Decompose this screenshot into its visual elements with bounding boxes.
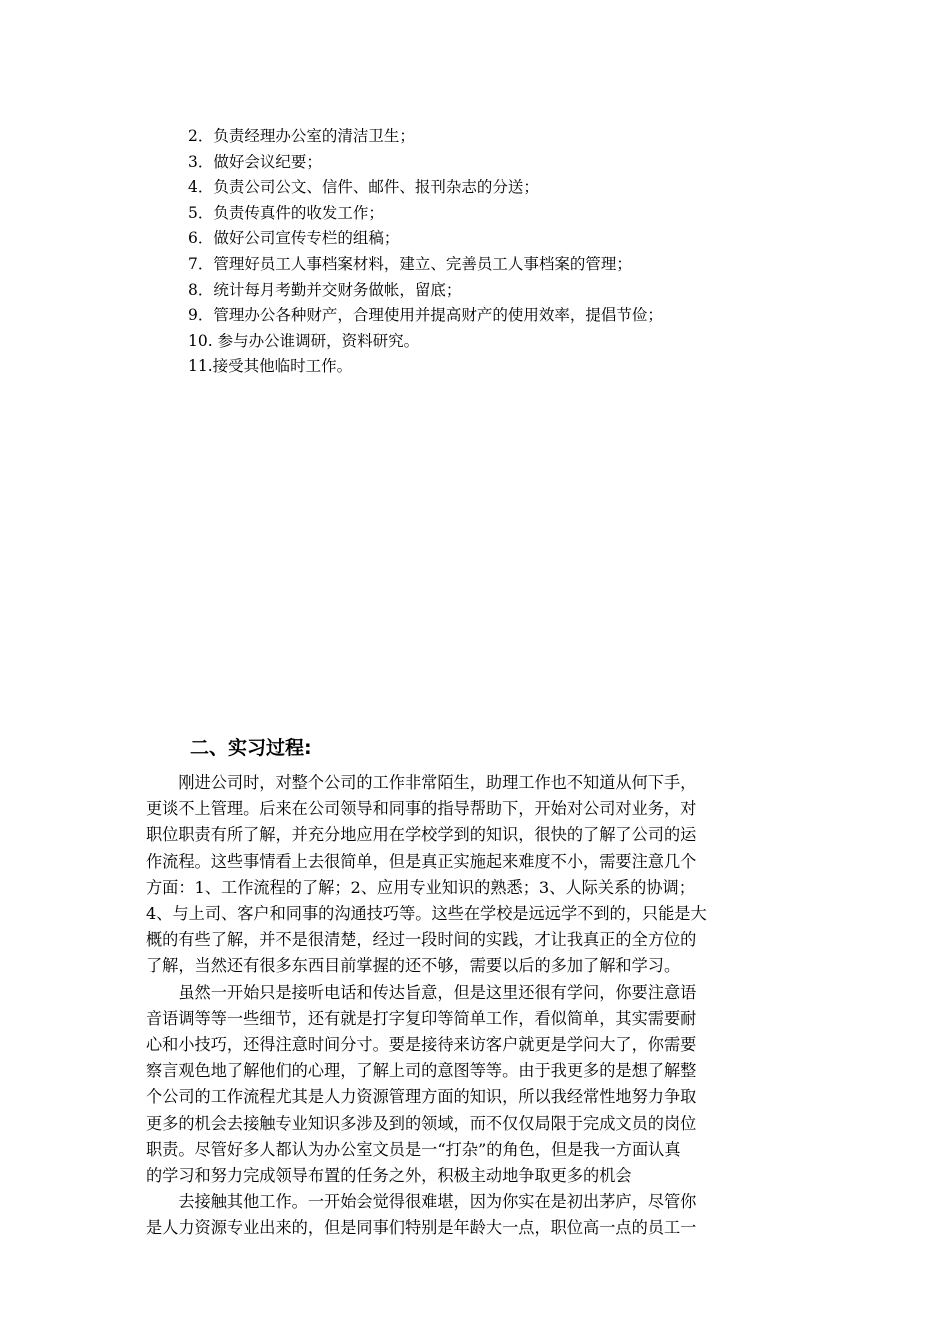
list-item: 3．做好会议纪要；: [188, 152, 322, 171]
text-line: 更谈不上管理。后来在公司领导和同事的指导帮助下，开始对公司对业务，对: [146, 799, 697, 819]
text-line: 虽然一开始只是接听电话和传达旨意，但是这里还很有学问，你要注意语: [146, 982, 697, 1002]
list-item: 9．管理办公各种财产，合理使用并提高财产的使用效率，提倡节俭；: [188, 306, 663, 325]
paragraph: [146, 770, 804, 980]
text-line: 个公司的工作流程尤其是人力资源管理方面的知识，所以我经常性地努力争取: [146, 1087, 697, 1107]
list-item: 7．管理好员工人事档案材料，建立、完善员工人事档案的管理；: [188, 254, 632, 273]
paragraph: [146, 1189, 804, 1241]
list-item: 4．负责公司公文、信件、邮件、报刊杂志的分送；: [188, 178, 539, 197]
list-item: 6．做好公司宣传专栏的组稿；: [188, 229, 400, 248]
paragraph: [146, 980, 804, 1190]
text-line: 刚进公司时，对整个公司的工作非常陌生，助理工作也不知道从何下手，: [146, 773, 697, 792]
text-line: 去接触其他工作。一开始会觉得很难堪，因为你实在是初出茅庐，尽管你: [146, 1192, 697, 1212]
text-line: 更多的机会去接触专业知识多涉及到的领域，而不仅仅局限于完成文员的岗位: [146, 1113, 697, 1133]
text-line: 察言观色地了解他们的心理，了解上司的意图等等。由于我更多的是想了解整: [146, 1061, 697, 1081]
text-line: 心和小技巧，还得注意时间分寸。要是接待来访客户就更是学问大了，你需要: [146, 1035, 697, 1055]
section-heading: 二、实习过程:: [190, 737, 312, 759]
duty-list: [188, 124, 663, 380]
list-item: 2．负责经理办公室的清洁卫生；: [188, 127, 415, 145]
text-line: 音语调等等一些细节，还有就是打字复印等简单工作，看似简单，其实需要耐: [146, 1008, 697, 1028]
text-line: 4、与上司、客户和同事的沟通技巧等。这些在学校是远远学不到的，只能是大: [146, 904, 707, 924]
list-item: 8．统计每月考勤并交财务做帐，留底；: [188, 280, 462, 299]
text-line: 方面：1、工作流程的了解；2、应用专业知识的熟悉；3、人际关系的协调；: [146, 877, 695, 897]
list-item: 5．负责传真件的收发工作；: [188, 203, 384, 222]
text-line: 职责。尽管好多人都认为办公室文员是一“打杂”的角色，但是我一方面认真: [146, 1139, 681, 1159]
text-line: 职位职责有所了解，并充分地应用在学校学到的知识，很快的了解了公司的运: [146, 825, 697, 845]
text-line: 概的有些了解，并不是很清楚，经过一段时间的实践，才让我真正的全方位的: [146, 930, 697, 950]
list-item: 11.接受其他临时工作。: [188, 357, 353, 376]
text-line: 作流程。这些事情看上去很简单，但是真正实施起来难度不小，需要注意几个: [146, 851, 697, 871]
body-text: [146, 770, 804, 1242]
text-line: 了解，当然还有很多东西目前掌握的还不够，需要以后的多加了解和学习。: [146, 956, 681, 976]
text-line: 是人力资源专业出来的，但是同事们特别是年龄大一点，职位高一点的员工一: [146, 1218, 697, 1238]
list-item: 10. 参与办公谁调研，资料研究。: [188, 331, 420, 350]
text-line: 的学习和努力完成领导布置的任务之外，积极主动地争取更多的机会: [146, 1166, 632, 1186]
